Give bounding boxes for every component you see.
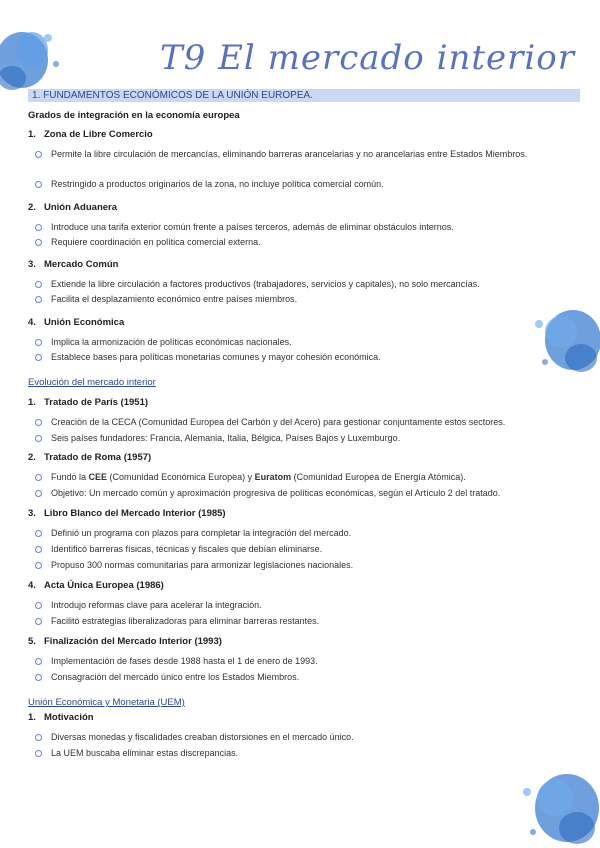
subsection-title-evolucion: Evolución del mercado interior xyxy=(28,377,156,388)
list-item: Implica la armonización de políticas económicas nacionales. xyxy=(35,335,575,350)
grado-heading-1: 1. Zona de Libre Comercio xyxy=(28,129,153,140)
bullet-icon xyxy=(35,474,42,481)
watercolor-decoration-top-left xyxy=(0,20,70,100)
list-item: Restringido a productos originarios de la zona, no incluye política comercial común. xyxy=(35,177,575,192)
bullet-icon xyxy=(35,674,42,681)
list-item: Seis países fundadores: Francia, Alemania, Italia, Bélgica, Países Bajos y Luxemburgo. xyxy=(35,431,575,446)
bullet-icon xyxy=(35,618,42,625)
watercolor-decoration-bottom-right xyxy=(515,762,600,848)
grado-heading-2: 2. Unión Aduanera xyxy=(28,202,118,213)
bullet-icon xyxy=(35,151,42,158)
bullet-icon xyxy=(35,658,42,665)
list-item: Identificó barreras físicas, técnicas y fiscales que debían eliminarse. xyxy=(35,542,575,557)
list-item: Introdujo reformas clave para acelerar la integración. xyxy=(35,598,575,613)
list-item: Facilita el desplazamiento económico entre países miembros. xyxy=(35,292,575,307)
uem-heading-1: 1. Motivación xyxy=(28,712,94,723)
subsection-title-grados: Grados de integración en la economía europea xyxy=(28,110,240,121)
bullet-icon xyxy=(35,239,42,246)
list-item: Consagración del mercado único entre los Estados Miembros. xyxy=(35,670,575,685)
list-item: Objetivo: Un mercado común y aproximación progresiva de políticas económicas, según el Artículo 2 del tratado. xyxy=(35,486,575,501)
list-item: Extiende la libre circulación a factores productivos (trabajadores, servicios y capitales), no solo mercancías. xyxy=(35,277,575,292)
grado-heading-4: 4. Unión Económica xyxy=(28,317,125,328)
list-item: Definió un programa con plazos para completar la integración del mercado. xyxy=(35,526,575,541)
bullet-icon xyxy=(35,750,42,757)
bullet-icon xyxy=(35,530,42,537)
evolucion-heading-2: 2. Tratado de Roma (1957) xyxy=(28,452,152,463)
bullet-icon xyxy=(35,562,42,569)
list-item: Requiere coordinación en política comercial externa. xyxy=(35,235,575,250)
evolucion-heading-5: 5. Finalización del Mercado Interior (1993) xyxy=(28,636,222,647)
bullet-icon xyxy=(35,181,42,188)
bullet-icon xyxy=(35,339,42,346)
bullet-icon xyxy=(35,354,42,361)
list-item: Propuso 300 normas comunitarias para armonizar legislaciones nacionales. xyxy=(35,558,575,573)
bullet-icon xyxy=(35,224,42,231)
section-heading-bar: 1. FUNDAMENTOS ECONÓMICOS DE LA UNIÓN EUROPEA. xyxy=(28,89,580,102)
list-item: Diversas monedas y fiscalidades creaban distorsiones en el mercado único. xyxy=(35,730,575,745)
list-item: Facilitó estrategias liberalizadoras para eliminar barreras restantes. xyxy=(35,614,575,629)
evolucion-heading-4: 4. Acta Única Europea (1986) xyxy=(28,580,164,591)
list-item: Implementación de fases desde 1988 hasta el 1 de enero de 1993. xyxy=(35,654,575,669)
list-item: Permite la libre circulación de mercancías, eliminando barreras arancelarias y no arancelarias entre Estados Miembros. xyxy=(35,147,575,162)
bullet-icon xyxy=(35,734,42,741)
list-item: Introduce una tarifa exterior común frente a países terceros, además de eliminar obstáculos internos. xyxy=(35,220,575,235)
bullet-icon xyxy=(35,490,42,497)
evolucion-heading-3: 3. Libro Blanco del Mercado Interior (1985) xyxy=(28,508,226,519)
bullet-icon xyxy=(35,602,42,609)
bullet-icon xyxy=(35,435,42,442)
grado-heading-3: 3. Mercado Común xyxy=(28,259,119,270)
list-item: Fundó la CEE (Comunidad Económica Europea) y Euratom (Comunidad Europea de Energía Atómica). xyxy=(35,470,575,485)
list-item: Establece bases para políticas monetarias comunes y mayor cohesión económica. xyxy=(35,350,575,365)
bullet-icon xyxy=(35,281,42,288)
bullet-icon xyxy=(35,546,42,553)
list-item: Creación de la CECA (Comunidad Europea del Carbón y del Acero) para gestionar conjuntamente estos sectores. xyxy=(35,415,575,430)
bullet-icon xyxy=(35,296,42,303)
subsection-title-uem: Unión Económica y Monetaria (UEM) xyxy=(28,697,185,708)
list-item: La UEM buscaba eliminar estas discrepancias. xyxy=(35,746,575,761)
bullet-icon xyxy=(35,419,42,426)
page-title: T9 El mercado interior xyxy=(160,38,575,78)
evolucion-heading-1: 1. Tratado de París (1951) xyxy=(28,397,149,408)
